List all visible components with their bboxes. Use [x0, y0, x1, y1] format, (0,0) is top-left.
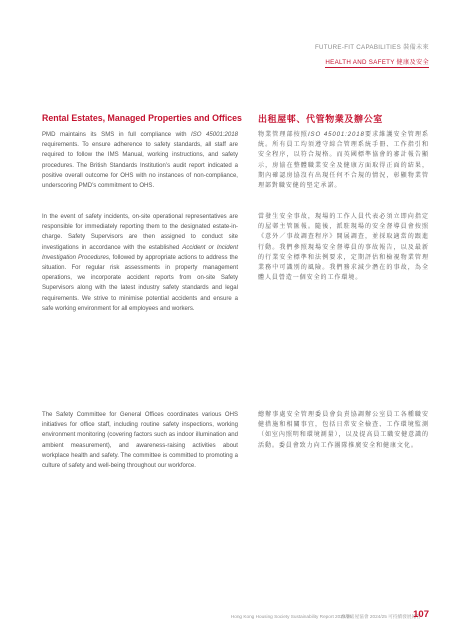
iso-standard: ISO 45001:2018 [191, 132, 238, 138]
section-title-en: Rental Estates, Managed Properties and Offices [42, 113, 242, 123]
iso-standard: ISO 45001:2018 [307, 132, 365, 138]
text-run: 當發生安全事故，現場的工作人員代表必須立即向指定的屋邨主管匯報。隨後，派駐現場的安全督導員會按照《意外／事故調查程序》開展調查，並採取適當的跟進行動。我們參照現場安全督導員的事故報告，以及最新的行業安全標準和法例要求，定期評估和檢視物業管理業務中可識別的風險。我們務求減少潛在的事故，為全體人員營造一個安全的工作環境。 [258, 214, 429, 282]
paragraph-committee-zh [258, 410, 429, 451]
paragraph-sms-zh [258, 130, 429, 191]
footer-report-title-zh: 香港房屋協會 2024/25 可持續發展報告 [340, 614, 421, 619]
text-run: requirements. To ensure adherence to safety standards, all staff are required to follow the IMS Manual, working instructions, and safety procedures. The British Standards Institution’s audit report indicated a positive overall outcome for OHS with no instances of non-compliance, underscoring PMD’s commitment to OHS. [42, 142, 238, 190]
text-run: The Safety Committee for General Offices coordinates various OHS initiatives for office staff, including routine safety inspections, working environment monitoring (covering factors such as indoor illumination and ambient measurement), and awareness-raising activities about workplace health and safety. The committee is committed to promoting a culture of safety and well-being throughout our workforce. [42, 412, 238, 470]
paragraph-incidents-en [42, 212, 238, 314]
text-run: PMD maintains its SMS in full compliance with [42, 132, 192, 138]
text-run: 總辦事處安全管理委員會負責協調辦公室員工各種職安健措施和相關事宜，包括日常安全檢查、工作環境監測（如室內照明和環境測量），以及提高員工職安健意識的活動。委員會致力向工作團隊推廣安全和健康文化。 [258, 412, 429, 449]
text-run: , followed by appropriate actions to address the situation. For regular risk assessments in property management operations, we incorporate accident reports from on-site Safety Supervisors along with the latest industry safety standards and legal requirements. We strive to minimise potential accidents and ensure a safe working environment for all employees and workers. [42, 254, 238, 312]
paragraph-sms-en [42, 130, 238, 191]
header-divider [325, 67, 429, 68]
paragraph-incidents-zh [258, 212, 429, 283]
section-title-zh: 出租屋邨、代管物業及辦公室 [258, 114, 383, 124]
text-run: 要求維護安全管理系統。所有員工均須遵守綜合管理系統手冊、工作指引和安全程序，以符合規格。而英國標準協會的審計報告顯示，房協在整體職業安全及健康方面取得正面的結果，期內確認房協沒有出現任何不合規的情況，彰顯物業管理部對職安健的堅定承諾。 [258, 132, 429, 190]
section-header: FUTURE-FIT CAPABILITIES 裝備未來 [314, 44, 429, 51]
procedure-title: Accident or Incident Investigation Procedures [42, 244, 238, 261]
text-run: In the event of safety incidents, on-site operational representatives are responsible for immediately reporting them to the designated estate-in-charge. Safety Supervisors are then assigned to conduct site investigations in accordance with the established [42, 214, 238, 251]
subsection-header: HEALTH AND SAFETY 健康及安全 [325, 59, 429, 66]
page-number: 107 [413, 609, 429, 620]
footer-report-title-en: Hong Kong Housing Society Sustainability Report 2024/25 [230, 614, 352, 619]
text-run: 物業管理部按照 [258, 132, 308, 138]
paragraph-committee-en [42, 410, 238, 471]
